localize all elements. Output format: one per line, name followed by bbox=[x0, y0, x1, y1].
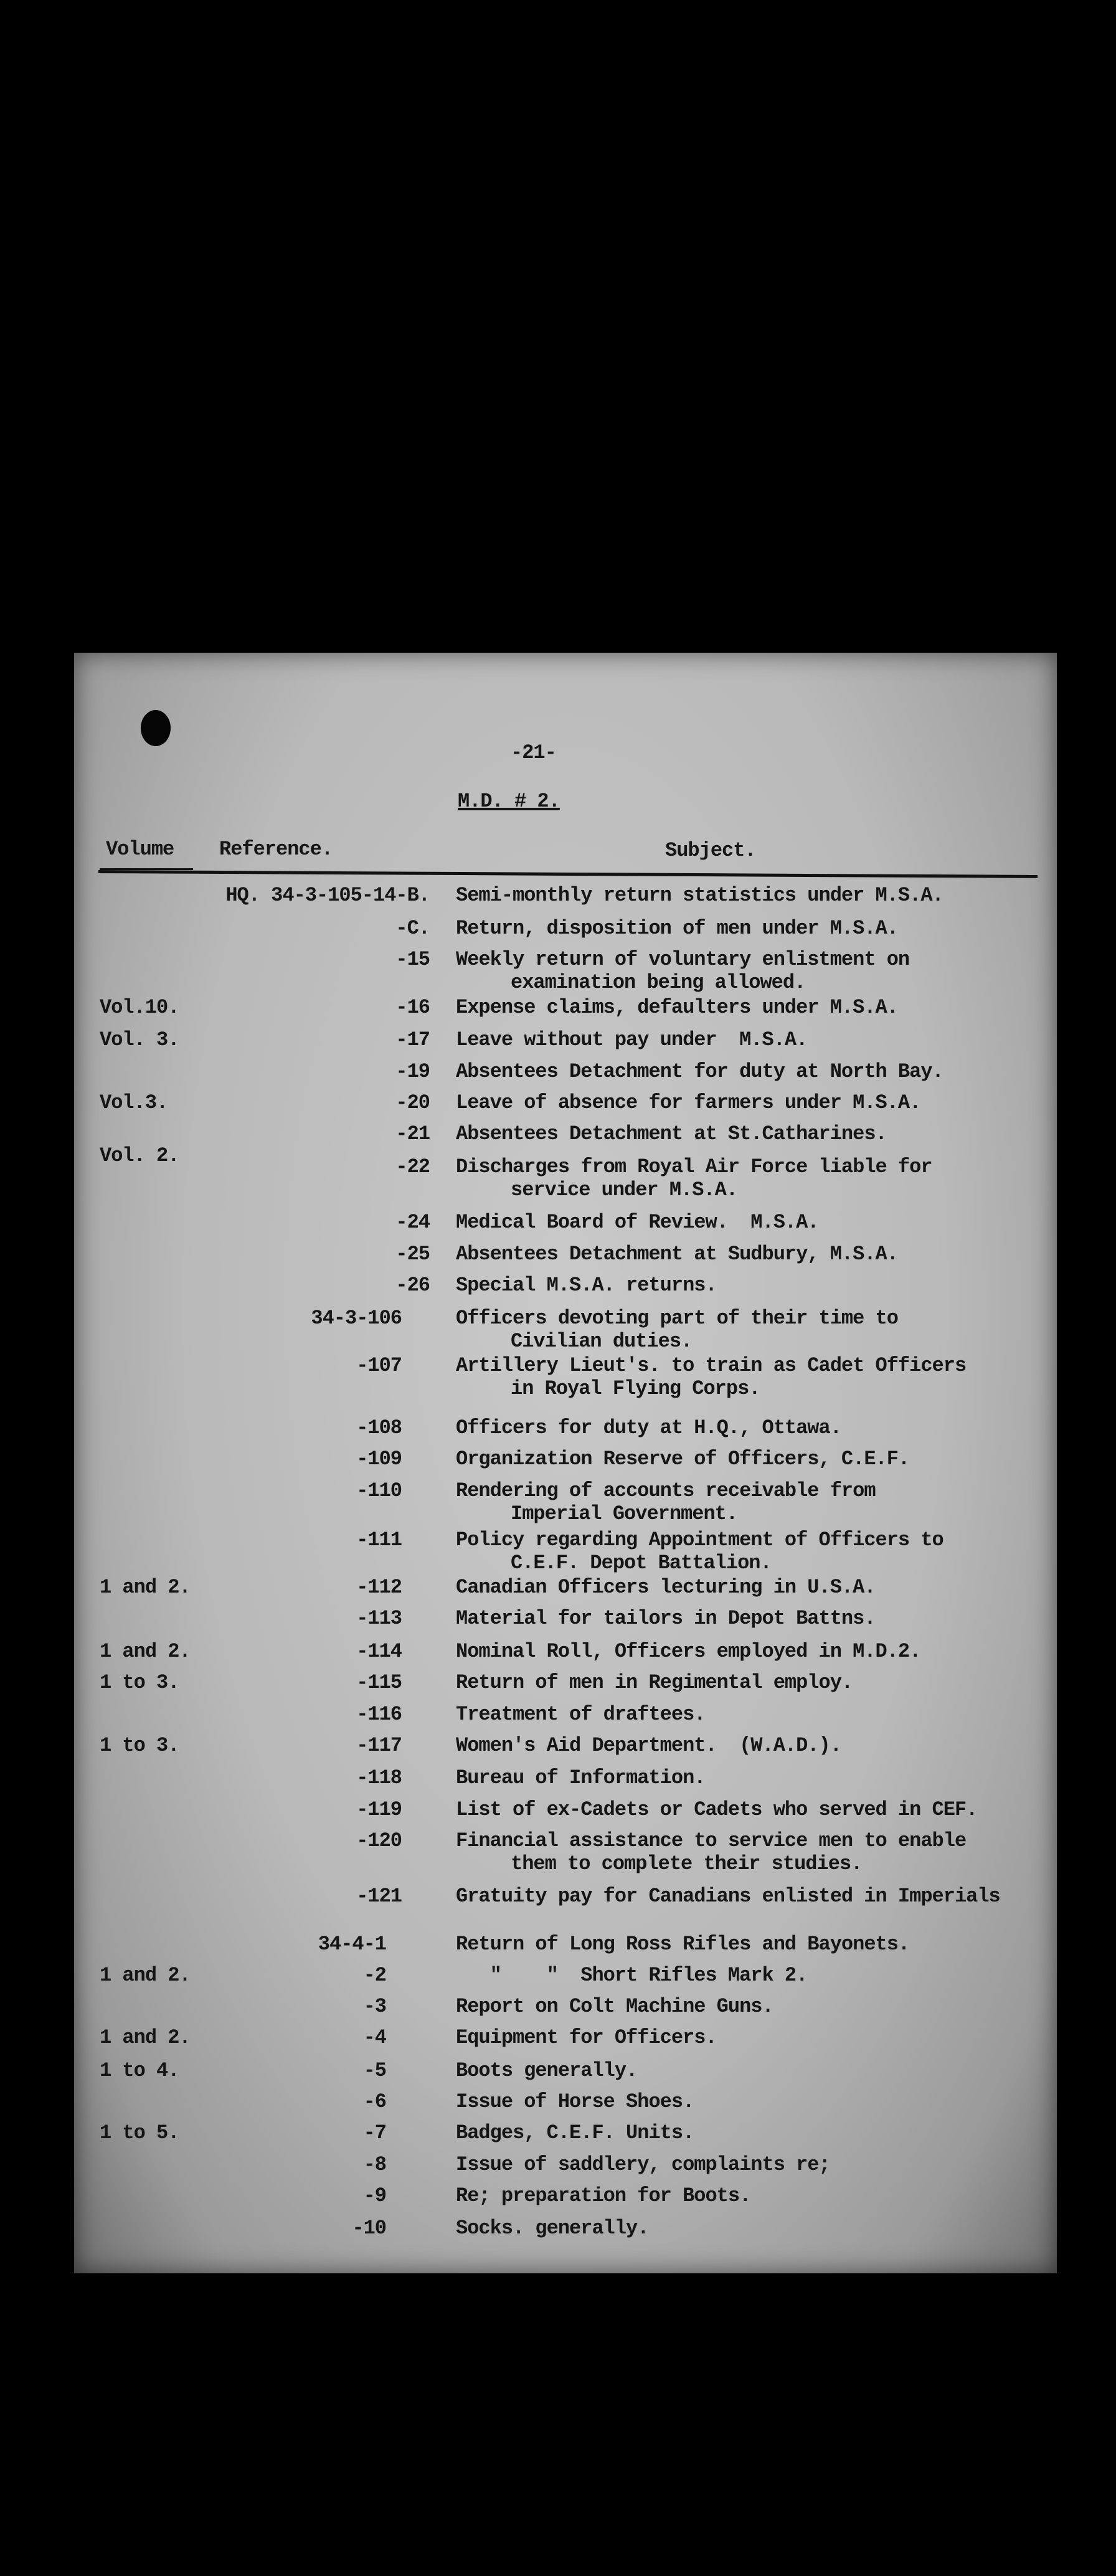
subject-cell bbox=[456, 996, 898, 1019]
reference-cell: -112 bbox=[356, 1576, 402, 1599]
subject-continuation: C.E.F. Depot Battalion. bbox=[511, 1551, 772, 1574]
subject-continuation: in Royal Flying Corps. bbox=[511, 1377, 760, 1400]
volume-cell: 1 and 2. bbox=[100, 1640, 191, 1663]
subject-line: Women's Aid Department. (W.A.D.). bbox=[456, 1734, 841, 1757]
subject-cell bbox=[456, 1274, 717, 1297]
reference-cell: 34-3-106 bbox=[311, 1307, 402, 1330]
reference-cell: -22 bbox=[395, 1155, 430, 1178]
subject-continuation: Civilian duties. bbox=[511, 1330, 693, 1353]
volume-cell: Vol. 2. bbox=[100, 1144, 179, 1167]
subject-line: Weekly return of voluntary enlistment on bbox=[456, 948, 910, 971]
subject-cell bbox=[456, 1829, 966, 1875]
volume-cell: Vol.10. bbox=[100, 996, 179, 1019]
subject-line: Treatment of draftees. bbox=[456, 1703, 706, 1726]
subject-line: Special M.S.A. returns. bbox=[456, 1274, 717, 1297]
subject-cell bbox=[456, 1211, 819, 1234]
reference-cell: -15 bbox=[395, 948, 430, 971]
reference-cell: -8 bbox=[363, 2153, 386, 2176]
subject-cell bbox=[456, 1528, 943, 1574]
subject-cell bbox=[456, 2121, 694, 2144]
subject-cell bbox=[456, 1155, 932, 1201]
subject-cell bbox=[456, 1607, 876, 1630]
subject-line: Absentees Detachment at Sudbury, M.S.A. bbox=[456, 1243, 898, 1266]
reference-cell: -7 bbox=[363, 2121, 386, 2144]
volume-cell: 1 to 3. bbox=[100, 1671, 179, 1694]
subject-cell bbox=[456, 1028, 807, 1051]
reference-cell: -20 bbox=[395, 1091, 430, 1114]
subject-cell bbox=[456, 2090, 694, 2113]
volume-cell: 1 to 5. bbox=[100, 2121, 179, 2144]
subject-cell bbox=[456, 1091, 920, 1114]
subject-cell bbox=[456, 1354, 966, 1400]
subject-line: Financial assistance to service men to enable bbox=[456, 1829, 967, 1852]
subject-cell bbox=[456, 1995, 773, 2018]
subject-line: Absentees Detachment for duty at North Bay. bbox=[456, 1060, 943, 1083]
subject-line: Leave without pay under M.S.A. bbox=[456, 1028, 808, 1051]
reference-cell: -119 bbox=[356, 1798, 402, 1821]
volume-cell: 1 and 2. bbox=[100, 1964, 191, 1987]
subject-line: Discharges from Royal Air Force liable for bbox=[456, 1155, 932, 1178]
subject-line: Organization Reserve of Officers, C.E.F. bbox=[456, 1447, 910, 1470]
reference-cell: -24 bbox=[395, 1211, 430, 1234]
reference-cell: -9 bbox=[363, 2184, 386, 2207]
subject-line: Return of Long Ross Rifles and Bayonets. bbox=[456, 1933, 910, 1956]
subject-cell bbox=[456, 1640, 920, 1663]
subject-line: Absentees Detachment at St.Catharines. bbox=[456, 1122, 887, 1145]
subject-line: Badges, C.E.F. Units. bbox=[456, 2121, 694, 2144]
subject-cell bbox=[456, 1885, 1000, 1908]
subject-line: Leave of absence for farmers under M.S.A. bbox=[456, 1091, 921, 1114]
reference-cell: -10 bbox=[352, 2217, 386, 2240]
volume-cell: Vol.3. bbox=[100, 1091, 168, 1114]
reference-cell: -117 bbox=[356, 1734, 402, 1757]
reference-cell: -16 bbox=[395, 996, 430, 1019]
subject-line: Material for tailors in Depot Battns. bbox=[456, 1607, 876, 1630]
volume-cell: 1 to 3. bbox=[100, 1734, 179, 1757]
subject-cell bbox=[456, 948, 909, 994]
subject-cell bbox=[456, 2217, 648, 2240]
subject-continuation: service under M.S.A. bbox=[511, 1178, 738, 1201]
column-header-volume: Volume bbox=[106, 838, 174, 861]
reference-cell: -108 bbox=[356, 1416, 402, 1439]
subject-cell bbox=[456, 1416, 841, 1439]
punch-hole bbox=[141, 710, 171, 746]
column-header-reference: Reference. bbox=[219, 838, 333, 861]
subject-continuation: examination being allowed. bbox=[511, 971, 806, 994]
subject-line: Canadian Officers lecturing in U.S.A. bbox=[456, 1576, 876, 1599]
reference-cell: -111 bbox=[356, 1528, 402, 1551]
subject-cell bbox=[456, 1447, 909, 1470]
reference-cell: -26 bbox=[395, 1274, 430, 1297]
subject-cell bbox=[456, 884, 943, 907]
subject-line: Report on Colt Machine Guns. bbox=[456, 1995, 773, 2018]
subject-line: Boots generally. bbox=[456, 2059, 638, 2082]
subject-continuation: them to complete their studies. bbox=[511, 1852, 863, 1875]
subject-line: List of ex-Cadets or Cadets who served in CEF. bbox=[456, 1798, 978, 1821]
subject-line: Medical Board of Review. M.S.A. bbox=[456, 1211, 819, 1234]
reference-cell: -C. bbox=[395, 917, 430, 940]
reference-cell: -5 bbox=[363, 2059, 386, 2082]
subject-cell bbox=[456, 1307, 898, 1353]
subject-line: Return of men in Regimental employ. bbox=[456, 1671, 853, 1694]
subject-line: " " Short Rifles Mark 2. bbox=[456, 1964, 808, 1987]
subject-cell bbox=[456, 1060, 943, 1083]
subject-line: Rendering of accounts receivable from bbox=[456, 1479, 876, 1502]
subject-line: Re; preparation for Boots. bbox=[456, 2184, 751, 2207]
subject-line: Equipment for Officers. bbox=[456, 2026, 717, 2049]
subject-line: Return, disposition of men under M.S.A. bbox=[456, 917, 898, 940]
subject-line: Artillery Lieut's. to train as Cadet Officers bbox=[456, 1354, 967, 1377]
volume-cell: 1 to 4. bbox=[100, 2059, 179, 2082]
subject-line: Semi-monthly return statistics under M.S.A. bbox=[456, 884, 943, 907]
subject-line: Gratuity pay for Canadians enlisted in Imperials bbox=[456, 1885, 1000, 1908]
subject-cell bbox=[456, 1576, 876, 1599]
subject-line: Issue of Horse Shoes. bbox=[456, 2090, 694, 2113]
column-header-subject: Subject. bbox=[665, 839, 756, 862]
subject-cell bbox=[456, 1671, 853, 1694]
reference-cell: -116 bbox=[356, 1703, 402, 1726]
reference-cell: -25 bbox=[395, 1243, 430, 1266]
subject-line: Officers devoting part of their time to bbox=[456, 1307, 898, 1330]
reference-cell: -19 bbox=[395, 1060, 430, 1083]
subject-cell bbox=[456, 2059, 637, 2082]
subject-line: Officers for duty at H.Q., Ottawa. bbox=[456, 1416, 841, 1439]
subject-cell bbox=[456, 2153, 830, 2176]
subject-line: Nominal Roll, Officers employed in M.D.2. bbox=[456, 1640, 921, 1663]
subject-cell bbox=[456, 1243, 898, 1266]
subject-cell bbox=[456, 1122, 887, 1145]
subject-cell bbox=[456, 2184, 750, 2207]
reference-cell: -21 bbox=[395, 1122, 430, 1145]
subject-cell bbox=[456, 1964, 807, 1987]
subject-cell bbox=[456, 1479, 876, 1525]
subject-cell bbox=[456, 1933, 909, 1956]
reference-cell: 34-4-1 bbox=[318, 1933, 386, 1956]
subject-line: Bureau of Information. bbox=[456, 1766, 706, 1789]
volume-cell: Vol. 3. bbox=[100, 1028, 179, 1051]
subject-line: Issue of saddlery, complaints re; bbox=[456, 2153, 830, 2176]
subject-cell bbox=[456, 917, 898, 940]
reference-cell: -110 bbox=[356, 1479, 402, 1502]
reference-cell: -17 bbox=[395, 1028, 430, 1051]
subject-cell bbox=[456, 2026, 717, 2049]
subject-line: Expense claims, defaulters under M.S.A. bbox=[456, 996, 898, 1019]
reference-cell: -115 bbox=[356, 1671, 402, 1694]
subject-cell bbox=[456, 1766, 705, 1789]
reference-cell: -107 bbox=[356, 1354, 402, 1377]
reference-cell: -2 bbox=[363, 1964, 386, 1987]
reference-cell: -6 bbox=[363, 2090, 386, 2113]
reference-cell: -113 bbox=[356, 1607, 402, 1630]
reference-cell: -121 bbox=[356, 1885, 402, 1908]
subject-cell bbox=[456, 1703, 705, 1726]
subject-continuation: Imperial Government. bbox=[511, 1502, 738, 1525]
subject-cell bbox=[456, 1734, 841, 1757]
volume-cell: 1 and 2. bbox=[100, 2026, 191, 2049]
reference-cell: -120 bbox=[356, 1829, 402, 1852]
subject-cell bbox=[456, 1798, 977, 1821]
district-heading: M.D. # 2. bbox=[458, 790, 560, 813]
subject-line: Socks. generally. bbox=[456, 2217, 649, 2240]
reference-cell: -3 bbox=[363, 1995, 386, 2018]
page-number: -21- bbox=[511, 741, 556, 764]
volume-cell: 1 and 2. bbox=[100, 1576, 191, 1599]
reference-cell: -4 bbox=[363, 2026, 386, 2049]
reference-cell: -109 bbox=[356, 1447, 402, 1470]
reference-cell: HQ. 34-3-105-14-B. bbox=[225, 884, 430, 907]
reference-cell: -114 bbox=[356, 1640, 402, 1663]
subject-line: Policy regarding Appointment of Officers to bbox=[456, 1528, 943, 1551]
reference-cell: -118 bbox=[356, 1766, 402, 1789]
